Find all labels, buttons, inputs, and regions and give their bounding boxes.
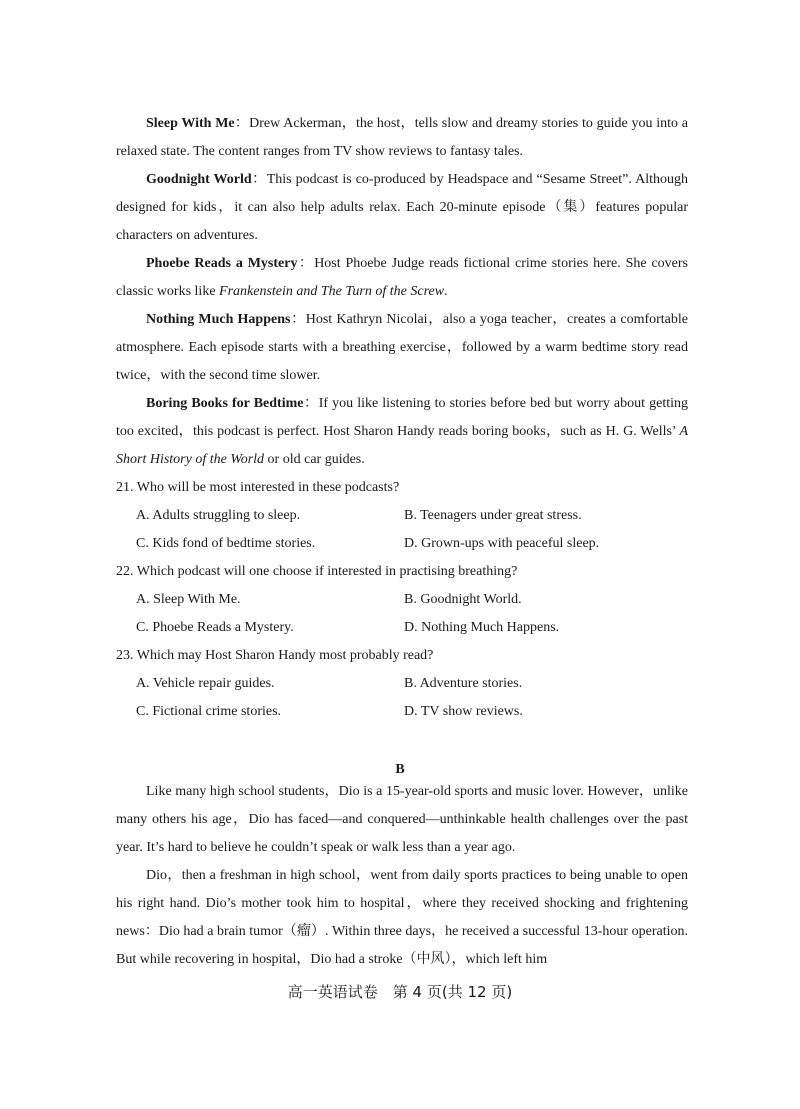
question-stem: 22. Which podcast will one choose if interested in practising breathing?	[116, 564, 518, 579]
question-stem: 21. Who will be most interested in these podcasts?	[116, 480, 400, 495]
answer-option[interactable]: A. Adults struggling to sleep.	[136, 508, 301, 523]
podcast-description: This podcast is co-produced by Headspace and “Sesame Street”. Although designed for kids，it can also help adults relax. Each 20-minute episode（集）features popular characters on adventures.	[116, 172, 688, 243]
podcast-title: Goodnight World	[146, 172, 252, 187]
passage-paragraph: Dio，then a freshman in high school，went from daily sports practices to being unable to open his right hand. Dio’s mother took him to hospital，where they received shocking and frightening news：Dio had a brain tumor（瘤）. Within three days，he received a successful 13-hour operation. But while recovering in hospital，Dio had a stroke（中风），which left him	[116, 868, 688, 967]
podcast-title: Sleep With Me	[146, 116, 235, 131]
book-title: A Short History of the World	[116, 424, 688, 467]
podcast-description: If you like listening to stories before bed but worry about getting too excited，this podcast is perfect. Host Sharon Handy reads boring books，such as H. G. Wells’	[116, 396, 688, 439]
answer-option[interactable]: D. TV show reviews.	[404, 704, 523, 719]
answer-option[interactable]: C. Phoebe Reads a Mystery.	[136, 620, 294, 635]
podcast-entry: Boring Books for Bedtime：If you like listening to stories before bed but worry about getting too excited，this podcast is perfect. Host Sharon Handy reads boring books，such as H. G. Wells’ A Short History of the World or old car guides.	[116, 396, 688, 467]
question-stem: 23. Which may Host Sharon Handy most probably read?	[116, 648, 434, 663]
passage-paragraph: Like many high school students，Dio is a 15-year-old sports and music lover. However，unlike many others his age，Dio has faced—and conquered—unthinkable health challenges over the past year. It’s hard to believe he couldn’t speak or walk less than a year ago.	[116, 784, 688, 855]
section-heading: B	[395, 762, 405, 777]
answer-option[interactable]: C. Fictional crime stories.	[136, 704, 282, 719]
podcast-description: Drew Ackerman，the host，tells slow and dreamy stories to guide you into a relaxed state. The content ranges from TV show reviews to fantasy tales.	[116, 116, 688, 159]
podcast-description: Host Kathryn Nicolai，also a yoga teacher，creates a comfortable atmosphere. Each episode starts with a breathing exercise，followed by a warm bedtime story read twice，with the second time slower.	[116, 312, 688, 383]
podcast-title: Nothing Much Happens	[146, 312, 291, 327]
podcast-title: Boring Books for Bedtime	[146, 396, 304, 411]
podcast-entry: Goodnight World：This podcast is co-produced by Headspace and “Sesame Street”. Although designed for kids，it can also help adults relax. Each 20-minute episode（集）features popular characters on adventures.	[116, 172, 688, 243]
answer-option[interactable]: A. Sleep With Me.	[136, 592, 241, 607]
podcast-entry: Nothing Much Happens：Host Kathryn Nicolai，also a yoga teacher，creates a comfortable atmosphere. Each episode starts with a breathing exercise，followed by a warm bedtime story read twice，with the second time slower.	[116, 312, 688, 383]
podcast-title: Phoebe Reads a Mystery	[146, 256, 298, 271]
book-title: Frankenstein and The Turn of the Screw	[219, 284, 445, 299]
answer-option[interactable]: B. Adventure stories.	[404, 676, 523, 691]
answer-option[interactable]: C. Kids fond of bedtime stories.	[136, 536, 316, 551]
podcast-description: Host Phoebe Judge reads fictional crime stories here. She covers classic works like	[116, 256, 689, 299]
answer-option[interactable]: A. Vehicle repair guides.	[136, 676, 275, 691]
page-footer: 高一英语试卷 第 4 页(共 12 页)	[287, 983, 513, 1001]
podcast-entry: Sleep With Me：Drew Ackerman，the host，tells slow and dreamy stories to guide you into a relaxed state. The content ranges from TV show reviews to fantasy tales.	[116, 116, 688, 159]
answer-option[interactable]: D. Nothing Much Happens.	[404, 620, 560, 635]
answer-option[interactable]: B. Teenagers under great stress.	[404, 508, 582, 523]
answer-option[interactable]: B. Goodnight World.	[404, 592, 522, 607]
answer-option[interactable]: D. Grown-ups with peaceful sleep.	[404, 536, 600, 551]
podcast-entry: Phoebe Reads a Mystery：Host Phoebe Judge reads fictional crime stories here. She covers classic works like Frankenstein and The Turn of the Screw.	[116, 256, 689, 299]
